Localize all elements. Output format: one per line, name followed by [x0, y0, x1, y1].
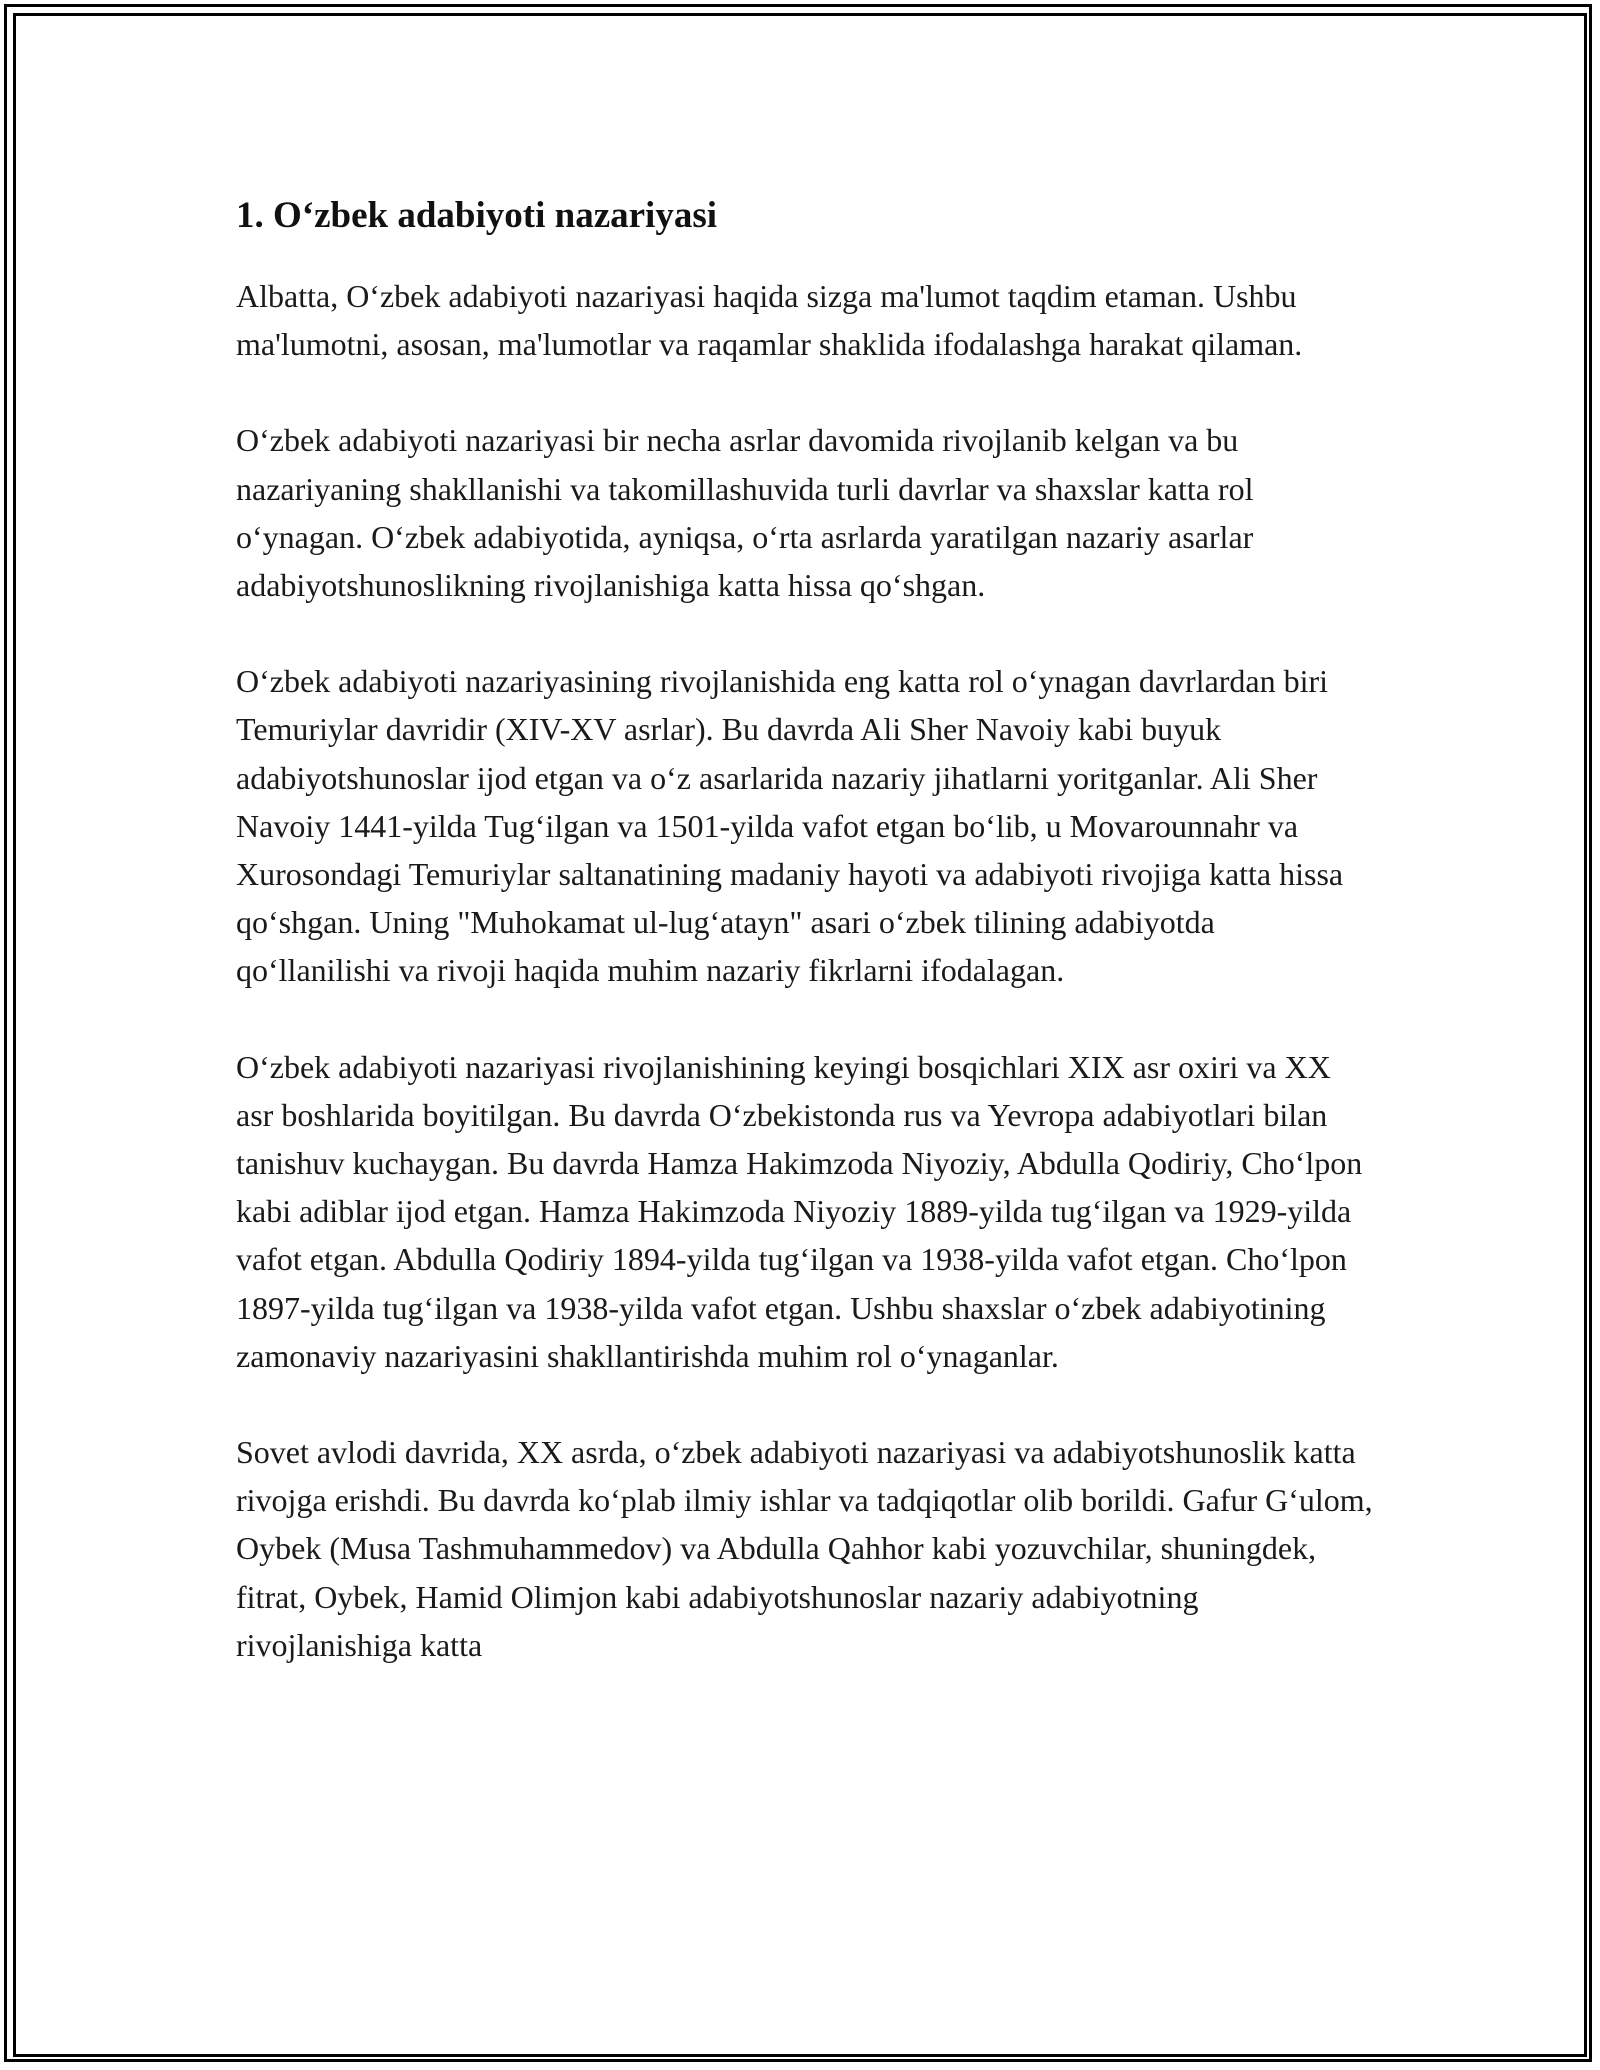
paragraph-soviet-era: Sovet avlodi davrida, XX asrda, o‘zbek adabiyoti nazariyasi va adabiyotshunoslik katta rivojga erishdi. Bu davrda ko‘plab ilmiy ishlar va tadqiqotlar olib borildi. Gafur G‘ulom, Oybek (Musa Tashmuhammedov) va Abdulla Qahhor kabi yozuvchilar, shuningdek, fitrat, Oybek, Hamid Olimjon kabi adabiyotshunoslar nazariy adabiyotning rivojlanishiga katta [236, 1434, 1373, 1663]
paragraph-19th-20th-century: O‘zbek adabiyoti nazariyasi rivojlanishining keyingi bosqichlari XIX asr oxiri va XX asr boshlarida boyitilgan. Bu davrda O‘zbekistonda rus va Yevropa adabiyotlari bilan tanishuv kuchaygan. Bu davrda Hamza Hakimzoda Niyoziy, Abdulla Qodiriy, Cho‘lpon kabi adiblar ijod etgan. Hamza Hakimzoda Niyoziy 1889-yilda tug‘ilgan va 1929-yilda vafot etgan. Abdulla Qodiriy 1894-yilda tug‘ilgan va 1938-yilda vafot etgan. Cho‘lpon 1897-yilda tug‘ilgan va 1938-yilda vafot etgan. Ushbu shaxslar o‘zbek adabiyotining zamonaviy nazariyasini shakllantirishda muhim rol o‘ynaganlar. [236, 1048, 1363, 1374]
paragraph-temurid-era: O‘zbek adabiyoti nazariyasining rivojlanishida eng katta rol o‘ynagan davrlardan biri Temuriylar davridir (XIV-XV asrlar). Bu davrda Ali Sher Navoiy kabi buyuk adabiyotshunoslar ijod etgan va o‘z asarlarida nazariy jihatlarni yoritganlar. Ali Sher Navoiy 1441-yilda Tug‘ilgan va 1501-yilda vafot etgan bo‘lib, u Movarounnahr va Xurosondagi Temuriylar saltanatining madaniy hayoti va adabiyoti rivojiga katta hissa qo‘shgan. Uning "Muhokamat ul-lug‘atayn" asari o‘zbek tilining adabiyotda qo‘llanilishi va rivoji haqida muhim nazariy fikrlarni ifodalagan. [236, 663, 1344, 989]
paragraph-intro: Albatta, O‘zbek adabiyoti nazariyasi haqida sizga ma'lumot taqdim etaman. Ushbu ma'lumotni, asosan, ma'lumotlar va raqamlar shaklida ifodalashga harakat qilaman. [236, 278, 1303, 363]
section-heading: 1. O‘zbek adabiyoti nazariyasi [236, 195, 718, 236]
document-body [236, 186, 1376, 1669]
paragraph-overview: O‘zbek adabiyoti nazariyasi bir necha asrlar davomida rivojlanib kelgan va bu nazariyaning shakllanishi va takomillashuvida turli davrlar va shaxslar katta rol o‘ynagan. O‘zbek adabiyotida, ayniqsa, o‘rta asrlarda yaratilgan nazariy asarlar adabiyotshunoslikning rivojlanishiga katta hissa qo‘shgan. [236, 422, 1254, 604]
